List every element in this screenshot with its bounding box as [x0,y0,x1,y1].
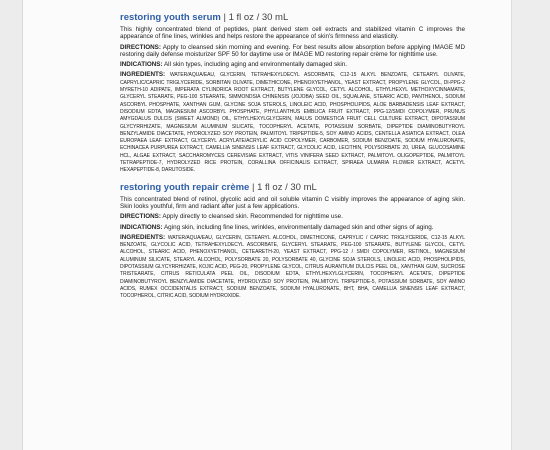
creme-indications [120,224,465,231]
creme-ingredients-text: WATER/AQUA/EAU, GLYCERIN, CETEARYL ALCOHOL, DIMETHICONE, CAPRYLIC / CAPRIC TRIGLYCERIDE, C12-15 ALKYL BENZOATE, GLYCOLIC ACID, TETRAHEXYLDECYL ASCORBATE, GLYCERYL STEARATE, PEG-100 STEARATE, BUTYLENE GLYCOL, CETYL ALCOHOL, STEARIC ACID, PHENOXYETHANOL, CETEARETH-20, YEAST EXTRACT, PPG-12 / SMDI COPOLYMER, RETINOL, MAGNESIUM ALUMINUM SILICATE, STEARYL ALCOHOL, POLYSORBATE 20, POLYSORBATE 40, GLYCINE SOJA STEROLS, LINOLEIC ACID, PHOSPHOLIPIDS, DIPOTASSIUM GLYCYRRHIZATE, KOJIC ACID, PEG-20, PROPYLENE GLYCOL, CITRUS AURANTIUM DULCIS PEEL OIL, XANTHAN GUM, SUCROSE TRISTEARATE, CITRUS RETICULATA PEEL OIL, DISODIUM EDTA, ETHYLHEXYLGLYCERIN, TOCOPHERYL ACETATE, DIPEPTIDE DIAMINOBUTYROYL BENZYLAMIDE DIACETATE, HYDROLYZED SOY PROTEIN, PALMITOYL TRIPEPTIDE-5, POTASSIUM SORBATE, SOY AMINO ACIDS, RUMEX OCCIDENTALIS EXTRACT, SODIUM BENZOATE, SODIUM HYALURONATE, BHT, BHA, CAMELLIA SINENSIS LEAF EXTRACT, TOCOPHEROL, CITRIC ACID, SODIUM HYDROXIDE. [120,234,465,300]
serum-title [120,12,465,23]
creme-ingredients-label: INGREDIENTS: [120,233,166,241]
serum-directions-label: DIRECTIONS: [120,43,161,51]
creme-indications-label: INDICATIONS: [120,223,163,231]
creme-directions [120,213,465,220]
serum-indications [120,61,465,68]
creme-description: This concentrated blend of retinol, glycolic acid and oil soluble vitamin C visibly improves the appearance of aging skin. Skin looks youthful, firm and radiant after just a few applications. [120,195,465,210]
serum-title-separator: | [220,12,229,23]
serum-directions [120,44,465,59]
serum-description: This highly concentrated blend of peptides, plant derived stem cell extracts and stabilized vitamin C improves the appearance of fine lines, wrinkles and helps restore the appearance of skin's firmness and elasticity. [120,26,465,41]
label-text-block [120,12,465,303]
serum-indications-label: INDICATIONS: [120,61,163,69]
creme-indications-text: Aging skin, including fine lines, wrinkles, environmentally damaged skin and other signs of aging. [162,223,434,231]
serum-indications-text: All skin types, including aging and environmentally damaged skin. [162,61,348,69]
serum-directions-text: Apply to cleansed skin morning and evening. For best results allow absorption before applying IMAGE MD restoring daily defense moisturizer SPF 50 for daytime use or IMAGE MD restoring repair crème for nighttime use. [120,43,465,58]
creme-size: 1 fl oz / 30 mL [257,181,317,193]
creme-title [120,182,465,193]
creme-directions-text: Apply directly to cleansed skin. Recommended for nighttime use. [160,213,343,221]
serum-name: restoring youth serum [120,12,221,23]
creme-title-separator: | [249,181,258,193]
creme-directions-label: DIRECTIONS: [120,213,161,221]
serum-size: 1 fl oz / 30 mL [228,12,289,23]
serum-ingredients-label: INGREDIENTS: [120,71,166,79]
creme-name: restoring youth repair crème [120,181,250,193]
right-flap [511,0,550,450]
left-flap [0,0,23,450]
serum-ingredients-text: WATER/AQUA/EAU, GLYCERIN, TETRAHEXYLDECYL ASCORBATE, C12-15 ALKYL BENZOATE, CETEARYL OLIVATE, CAPRYLIC/CAPRIC TRIGLYCERIDE, SORBITAN OLIVATE, DIMETHICONE, PHENOXYETHANOL, YEAST EXTRACT, PROPYLENE GLYCOL, DI-PPG-2 MYRETH-10 ADIPATE, IMPERATA CYLINDRICA ROOT EXTRACT, BUTYLENE GLYCOL, CETYL ALCOHOL, ETHYLHEXYL METHOXYCINNAMATE, GLYCERYL STEARATE, PEG-100 STEARATE, SIMMONDSIA CHINENSIS (JOJOBA) SEED OIL, SQUALANE, STEARIC ACID, PANTHENOL, SODIUM ASCORBYL PHOSPHATE, XANTHAN GUM, GLYCINE SOJA STEROLS, LINOLEIC ACID, PHOSPHOLIPIDS, ALOE BARBADENSIS LEAF EXTRACT, DISODIUM EDTA, MAGNESIUM ASCORBYL PHOSPHATE, PHYLLANTHUS EMBLICA FRUIT EXTRACT, PPG-12/SMDI COPOLYMER, PRUNUS AMYGDALUS DULCIS (SWEET ALMOND) OIL, ETHYLHEXYLGLYCERIN, MALUS DOMESTICA FRUIT CELL CULTURE EXTRACT, DIPOTASSIUM GLYCYRRHIZATE, MAGNESIUM ALUMINUM SILICATE, TOCOPHERYL ACETATE, POTASSIUM SORBATE, DIPEPTIDE DIAMINOBUTYROYL BENZYLAMIDE DIACETATE, HYDROLYZED SOY PROTEIN, PALMITOYL TRIPEPTIDE-5, SOY AMINO ACIDS, CENTELLA ASIATICA EXTRACT, OLEA EUROPAEA LEAF EXTRACT, GLYCERYL ACRYLATE/ACRYLIC ACID COPOLYMER, CARBOMER, SODIUM BENZOATE, SODIUM HYALURONATE, ECHINACEA PURPUREA EXTRACT, CAMELLIA SINENSIS LEAF EXTRACT, GLYCOLIC ACID, LECITHIN, POLYSORBATE 20, UREA, GLUCOSAMINE HCL, ALGAE EXTRACT, SACCHAROMYCES CEREVISIAE EXTRACT, VITIS VINIFERA SEED EXTRACT, PALMITOYL OLIGOPEPTIDE, PALMITOYL TETRAPEPTIDE-7, HYDROLYZED RICE PROTEIN, CORALLINA OFFICINALIS EXTRACT, SPIRAEA ULMARIA FLOWER EXTRACT, ACETYL HEXAPEPTIDE-8, DARUTOSIDE. [120,72,465,174]
creme-ingredients [120,234,465,300]
serum-ingredients [120,71,465,173]
